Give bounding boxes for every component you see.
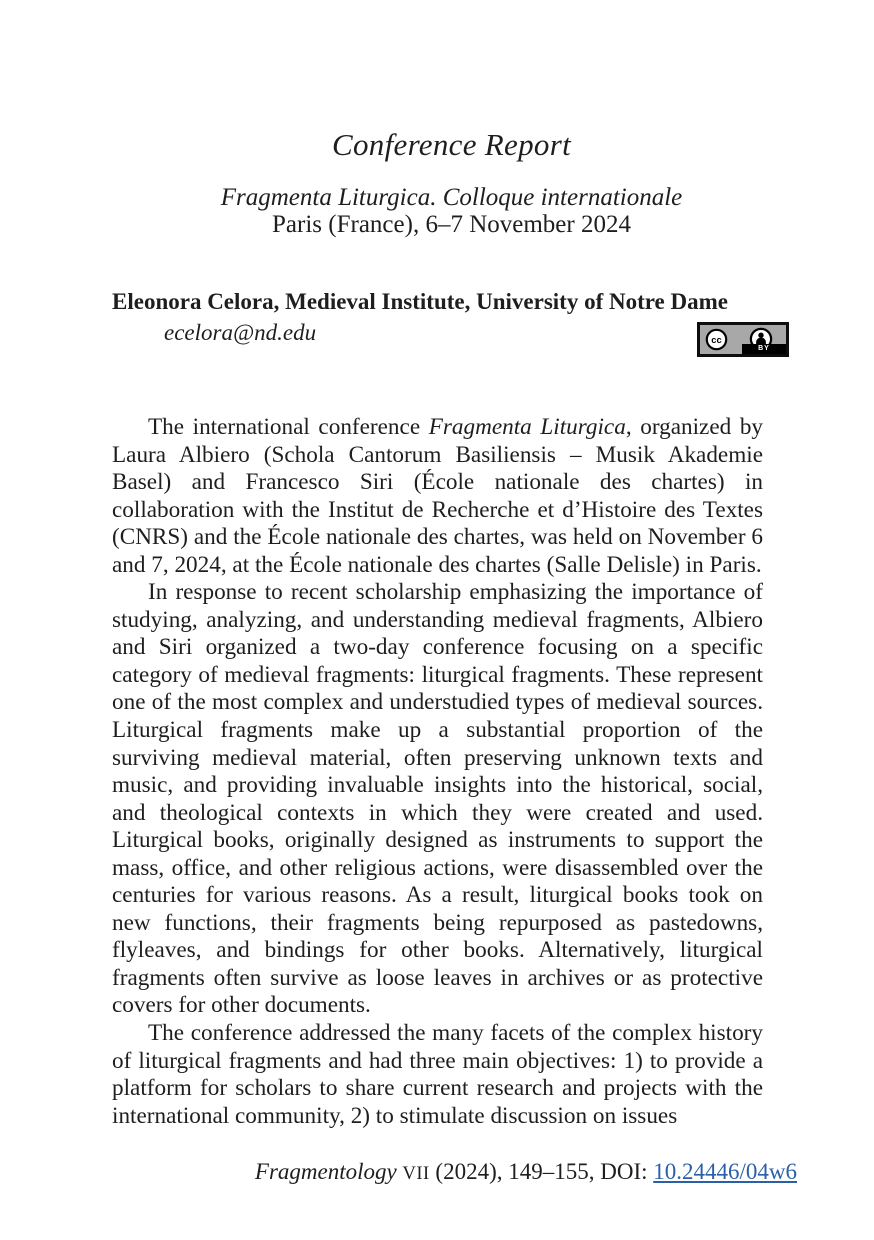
author-email: ecelora@nd.edu [164, 320, 317, 345]
author-affiliation: Eleonora Celora, Medieval Institute, University of Notre Dame [112, 289, 728, 314]
text-run: The conference addressed the many facets of the complex history of liturgical fragments and had three main objectives: 1) to provide a platform for scholars to share current research and projects with the international community, 2) to stimulate discussion on issues [112, 1020, 763, 1129]
text-run: In response to recent scholarship emphasizing the importance of studying, analyzing, and understanding medieval fragments, Albiero and Siri organized a two-day conference focusing on a specific category of medieval fragments: liturgical fragments. These represent one of the most complex and understudied types of medieval sources. Liturgical fragments make up a substantial proportion of the surviving medieval material, often preserving unknown texts and music, and providing invaluable insights into the historical, social, and theological contexts in which they were created and used. Liturgical books, originally designed as instruments to support the mass, office, and other religious actions, were disassembled over the centuries for various reasons. As a result, liturgical books took on new functions, their fragments being repurposed as pastedowns, flyleaves, and bindings for other books. Alternatively, liturgical fragments often survive as loose leaves in archives or as protective covers for other documents. [112, 579, 763, 1019]
journal-footer [255, 1158, 797, 1188]
svg-text:cc: cc [711, 335, 722, 346]
paragraph [112, 1020, 763, 1130]
text-run: , organized by Laura Albiero (Schola Cantorum Basiliensis – Musik Akademie Basel) and Francesco Siri (École nationale des chartes) in collaboration with the Institut de Recherche et d’Histoire des Textes (CNRS) and the École nationale des chartes, was held on November 6 and 7, 2024, at the École nationale des chartes (Salle Delisle) in Paris. [112, 414, 764, 578]
conference-location-date: Paris (France), 6–7 November 2024 [272, 211, 631, 238]
journal-issue-pages: (2024), 149–155, DOI: [435, 1159, 654, 1184]
italic-text: Fragmenta Liturgica [428, 414, 626, 440]
page-title: Conference Report [332, 127, 571, 162]
document-header [112, 126, 791, 238]
paragraph [112, 414, 763, 579]
cc-icon [705, 328, 728, 351]
paragraph [112, 579, 763, 1020]
conference-title: Fragmenta Liturgica. Colloque internationale [220, 184, 683, 211]
article-body [112, 414, 763, 1130]
cc-by-license-badge[interactable] [697, 322, 789, 357]
conference-subtitle [112, 184, 791, 238]
text-run: The international conference [148, 414, 429, 440]
journal-volume: VII [402, 1164, 430, 1184]
doi-link[interactable]: 10.24446/04w6 [653, 1159, 797, 1184]
journal-name: Fragmentology [254, 1159, 397, 1184]
cc-by-label: BY [742, 344, 786, 354]
